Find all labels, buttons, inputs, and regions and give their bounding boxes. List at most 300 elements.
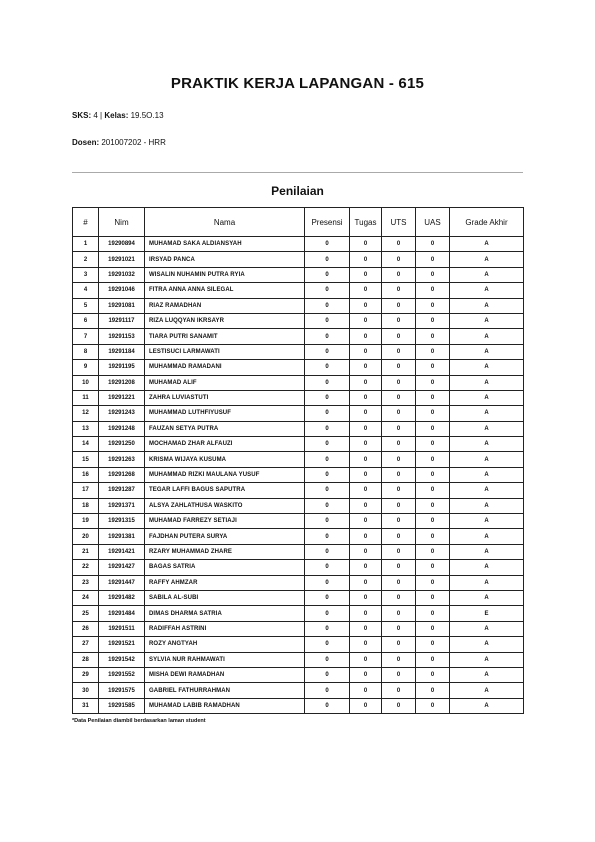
lecturer-info	[72, 138, 166, 147]
header-nama: Nama	[145, 208, 305, 237]
uts-cell: 0	[382, 313, 416, 328]
footnote: *Data Penilaian diambil berdasarkan laman student	[72, 718, 206, 724]
grades-table	[72, 207, 524, 714]
header-tugas: Tugas	[350, 208, 382, 237]
uas-cell: 0	[416, 514, 450, 529]
grade-akhir-cell: A	[450, 237, 524, 252]
uas-cell: 0	[416, 329, 450, 344]
header-presensi: Presensi	[305, 208, 350, 237]
uas-cell: 0	[416, 652, 450, 667]
uas-cell: 0	[416, 313, 450, 328]
uas-cell: 0	[416, 544, 450, 559]
tugas-cell: 0	[350, 498, 382, 513]
table-row	[73, 606, 524, 621]
grade-akhir-cell: A	[450, 329, 524, 344]
row-number-cell: 3	[73, 267, 99, 282]
presensi-cell: 0	[305, 375, 350, 390]
table-row	[73, 467, 524, 482]
tugas-cell: 0	[350, 267, 382, 282]
presensi-cell: 0	[305, 621, 350, 636]
uts-cell: 0	[382, 375, 416, 390]
table-row	[73, 313, 524, 328]
presensi-cell: 0	[305, 637, 350, 652]
grade-akhir-cell: A	[450, 360, 524, 375]
nama-cell: WISALIN NUHAMIN PUTRA RYIA	[145, 267, 305, 282]
tugas-cell: 0	[350, 390, 382, 405]
row-number-cell: 31	[73, 698, 99, 713]
row-number-cell: 10	[73, 375, 99, 390]
uas-cell: 0	[416, 575, 450, 590]
table-row	[73, 360, 524, 375]
presensi-cell: 0	[305, 698, 350, 713]
uas-cell: 0	[416, 621, 450, 636]
uts-cell: 0	[382, 344, 416, 359]
nim-cell: 19291195	[99, 360, 145, 375]
tugas-cell: 0	[350, 667, 382, 682]
row-number-cell: 24	[73, 590, 99, 605]
tugas-cell: 0	[350, 283, 382, 298]
uts-cell: 0	[382, 683, 416, 698]
tugas-cell: 0	[350, 313, 382, 328]
table-row	[73, 237, 524, 252]
uas-cell: 0	[416, 298, 450, 313]
table-row	[73, 667, 524, 682]
grade-akhir-cell: A	[450, 437, 524, 452]
nama-cell: TIARA PUTRI SANAMIT	[145, 329, 305, 344]
row-number-cell: 25	[73, 606, 99, 621]
uts-cell: 0	[382, 421, 416, 436]
row-number-cell: 2	[73, 252, 99, 267]
table-row	[73, 575, 524, 590]
uts-cell: 0	[382, 498, 416, 513]
kelas-value: 19.5O.13	[130, 111, 164, 120]
nim-cell: 19291552	[99, 667, 145, 682]
row-number-cell: 1	[73, 237, 99, 252]
row-number-cell: 30	[73, 683, 99, 698]
table-row	[73, 283, 524, 298]
nama-cell: MOCHAMAD ZHAR ALFAUZI	[145, 437, 305, 452]
section-title: Penilaian	[271, 184, 324, 198]
header-grade-akhir: Grade Akhir	[450, 208, 524, 237]
page-title: PRAKTIK KERJA LAPANGAN - 615	[170, 75, 425, 92]
row-number-cell: 11	[73, 390, 99, 405]
uas-cell: 0	[416, 360, 450, 375]
nama-cell: RIAZ RAMADHAN	[145, 298, 305, 313]
row-number-cell: 18	[73, 498, 99, 513]
nama-cell: FAJDHAN PUTERA SURYA	[145, 529, 305, 544]
table-row	[73, 437, 524, 452]
nama-cell: MUHAMAD FARREZY SETIAJI	[145, 514, 305, 529]
grade-akhir-cell: A	[450, 313, 524, 328]
uts-cell: 0	[382, 667, 416, 682]
presensi-cell: 0	[305, 452, 350, 467]
nama-cell: MUHAMMAD RIZKI MAULANA YUSUF	[145, 467, 305, 482]
nama-cell: MISHA DEWI RAMADHAN	[145, 667, 305, 682]
table-row	[73, 329, 524, 344]
header-uts: UTS	[382, 208, 416, 237]
uts-cell: 0	[382, 252, 416, 267]
nim-cell: 19291081	[99, 298, 145, 313]
row-number-cell: 23	[73, 575, 99, 590]
presensi-cell: 0	[305, 544, 350, 559]
tugas-cell: 0	[350, 360, 382, 375]
presensi-cell: 0	[305, 313, 350, 328]
nim-cell: 19291511	[99, 621, 145, 636]
nama-cell: KRISMA WIJAYA KUSUMA	[145, 452, 305, 467]
row-number-cell: 27	[73, 637, 99, 652]
grade-akhir-cell: A	[450, 698, 524, 713]
row-number-cell: 29	[73, 667, 99, 682]
presensi-cell: 0	[305, 683, 350, 698]
uts-cell: 0	[382, 606, 416, 621]
nim-cell: 19291427	[99, 560, 145, 575]
uts-cell: 0	[382, 544, 416, 559]
grade-akhir-cell: A	[450, 498, 524, 513]
grade-akhir-cell: A	[450, 529, 524, 544]
nama-cell: RZARY MUHAMMAD ZHARE	[145, 544, 305, 559]
row-number-cell: 15	[73, 452, 99, 467]
nama-cell: BAGAS SATRIA	[145, 560, 305, 575]
table-row	[73, 514, 524, 529]
row-number-cell: 6	[73, 313, 99, 328]
tugas-cell: 0	[350, 467, 382, 482]
nim-cell: 19291117	[99, 313, 145, 328]
uts-cell: 0	[382, 575, 416, 590]
row-number-cell: 8	[73, 344, 99, 359]
dosen-value: 201007202 - HRR	[101, 138, 166, 147]
uas-cell: 0	[416, 252, 450, 267]
uts-cell: 0	[382, 360, 416, 375]
presensi-cell: 0	[305, 406, 350, 421]
nim-cell: 19291447	[99, 575, 145, 590]
nim-cell: 19291268	[99, 467, 145, 482]
uts-cell: 0	[382, 652, 416, 667]
nama-cell: MUHAMAD ALIF	[145, 375, 305, 390]
uts-cell: 0	[382, 514, 416, 529]
presensi-cell: 0	[305, 421, 350, 436]
row-number-cell: 21	[73, 544, 99, 559]
grade-akhir-cell: A	[450, 467, 524, 482]
uas-cell: 0	[416, 375, 450, 390]
tugas-cell: 0	[350, 421, 382, 436]
uts-cell: 0	[382, 267, 416, 282]
grade-akhir-cell: A	[450, 452, 524, 467]
nim-cell: 19291221	[99, 390, 145, 405]
uts-cell: 0	[382, 590, 416, 605]
uas-cell: 0	[416, 437, 450, 452]
uts-cell: 0	[382, 452, 416, 467]
tugas-cell: 0	[350, 452, 382, 467]
tugas-cell: 0	[350, 544, 382, 559]
presensi-cell: 0	[305, 298, 350, 313]
uas-cell: 0	[416, 683, 450, 698]
uas-cell: 0	[416, 267, 450, 282]
tugas-cell: 0	[350, 698, 382, 713]
row-number-cell: 17	[73, 483, 99, 498]
table-row	[73, 621, 524, 636]
uts-cell: 0	[382, 529, 416, 544]
uts-cell: 0	[382, 637, 416, 652]
presensi-cell: 0	[305, 344, 350, 359]
uas-cell: 0	[416, 560, 450, 575]
table-row	[73, 652, 524, 667]
uas-cell: 0	[416, 390, 450, 405]
course-info	[72, 111, 164, 120]
grade-akhir-cell: A	[450, 252, 524, 267]
row-number-cell: 14	[73, 437, 99, 452]
nim-cell: 19291248	[99, 421, 145, 436]
uas-cell: 0	[416, 590, 450, 605]
row-number-cell: 9	[73, 360, 99, 375]
dosen-label: Dosen:	[72, 138, 100, 147]
row-number-cell: 4	[73, 283, 99, 298]
uas-cell: 0	[416, 529, 450, 544]
presensi-cell: 0	[305, 483, 350, 498]
nim-cell: 19291021	[99, 252, 145, 267]
uas-cell: 0	[416, 467, 450, 482]
table-row	[73, 544, 524, 559]
nama-cell: FAUZAN SETYA PUTRA	[145, 421, 305, 436]
nama-cell: MUHAMAD LABIB RAMADHAN	[145, 698, 305, 713]
grade-akhir-cell: A	[450, 267, 524, 282]
nama-cell: GABRIEL FATHURRAHMAN	[145, 683, 305, 698]
row-number-cell: 28	[73, 652, 99, 667]
grade-akhir-cell: A	[450, 483, 524, 498]
nim-cell: 19291482	[99, 590, 145, 605]
grade-akhir-cell: A	[450, 298, 524, 313]
nim-cell: 19291208	[99, 375, 145, 390]
nim-cell: 19291381	[99, 529, 145, 544]
row-number-cell: 26	[73, 621, 99, 636]
grade-akhir-cell: A	[450, 621, 524, 636]
uts-cell: 0	[382, 483, 416, 498]
row-number-cell: 20	[73, 529, 99, 544]
nama-cell: ZAHRA LUVIASTUTI	[145, 390, 305, 405]
table-row	[73, 344, 524, 359]
table-row	[73, 375, 524, 390]
nim-cell: 19291263	[99, 452, 145, 467]
presensi-cell: 0	[305, 437, 350, 452]
table-row	[73, 298, 524, 313]
sks-value: 4	[93, 111, 98, 120]
tugas-cell: 0	[350, 483, 382, 498]
tugas-cell: 0	[350, 344, 382, 359]
sks-label: SKS:	[72, 111, 92, 120]
grade-akhir-cell: A	[450, 544, 524, 559]
header-nim: Nim	[99, 208, 145, 237]
nama-cell: LESTISUCI LARMAWATI	[145, 344, 305, 359]
row-number-cell: 7	[73, 329, 99, 344]
nama-cell: RADIFFAH ASTRINI	[145, 621, 305, 636]
nim-cell: 19291046	[99, 283, 145, 298]
table-row	[73, 498, 524, 513]
presensi-cell: 0	[305, 360, 350, 375]
uts-cell: 0	[382, 621, 416, 636]
nim-cell: 19291421	[99, 544, 145, 559]
grade-akhir-cell: A	[450, 575, 524, 590]
table-row	[73, 406, 524, 421]
table-row	[73, 390, 524, 405]
uas-cell: 0	[416, 483, 450, 498]
presensi-cell: 0	[305, 498, 350, 513]
table-row	[73, 683, 524, 698]
uas-cell: 0	[416, 283, 450, 298]
nim-cell: 19291315	[99, 514, 145, 529]
grade-akhir-cell: A	[450, 421, 524, 436]
nim-cell: 19291184	[99, 344, 145, 359]
uas-cell: 0	[416, 344, 450, 359]
row-number-cell: 5	[73, 298, 99, 313]
uts-cell: 0	[382, 390, 416, 405]
table-row	[73, 529, 524, 544]
uas-cell: 0	[416, 606, 450, 621]
grade-akhir-cell: A	[450, 667, 524, 682]
table-row	[73, 252, 524, 267]
table-header-row	[73, 208, 524, 237]
nim-cell: 19291032	[99, 267, 145, 282]
uas-cell: 0	[416, 667, 450, 682]
row-number-cell: 13	[73, 421, 99, 436]
presensi-cell: 0	[305, 237, 350, 252]
header-number: #	[73, 208, 99, 237]
presensi-cell: 0	[305, 606, 350, 621]
nim-cell: 19291287	[99, 483, 145, 498]
tugas-cell: 0	[350, 575, 382, 590]
presensi-cell: 0	[305, 667, 350, 682]
presensi-cell: 0	[305, 652, 350, 667]
tugas-cell: 0	[350, 406, 382, 421]
uas-cell: 0	[416, 237, 450, 252]
grade-akhir-cell: A	[450, 390, 524, 405]
uts-cell: 0	[382, 406, 416, 421]
nim-cell: 19291521	[99, 637, 145, 652]
presensi-cell: 0	[305, 267, 350, 282]
nama-cell: ROZY ANGTYAH	[145, 637, 305, 652]
grade-akhir-cell: E	[450, 606, 524, 621]
tugas-cell: 0	[350, 252, 382, 267]
nim-cell: 19290894	[99, 237, 145, 252]
header-uas: UAS	[416, 208, 450, 237]
uts-cell: 0	[382, 560, 416, 575]
table-row	[73, 421, 524, 436]
row-number-cell: 12	[73, 406, 99, 421]
presensi-cell: 0	[305, 529, 350, 544]
divider	[72, 172, 523, 173]
nim-cell: 19291371	[99, 498, 145, 513]
table-row	[73, 452, 524, 467]
tugas-cell: 0	[350, 652, 382, 667]
nim-cell: 19291250	[99, 437, 145, 452]
table-row	[73, 590, 524, 605]
uas-cell: 0	[416, 637, 450, 652]
presensi-cell: 0	[305, 575, 350, 590]
uts-cell: 0	[382, 467, 416, 482]
grade-akhir-cell: A	[450, 375, 524, 390]
nama-cell: MUHAMMAD LUTHFIYUSUF	[145, 406, 305, 421]
tugas-cell: 0	[350, 560, 382, 575]
table-row	[73, 698, 524, 713]
grade-akhir-cell: A	[450, 514, 524, 529]
uas-cell: 0	[416, 406, 450, 421]
nama-cell: SABILA AL-SUBI	[145, 590, 305, 605]
presensi-cell: 0	[305, 252, 350, 267]
nim-cell: 19291542	[99, 652, 145, 667]
uts-cell: 0	[382, 298, 416, 313]
table-row	[73, 637, 524, 652]
nama-cell: TEGAR LAFFI BAGUS SAPUTRA	[145, 483, 305, 498]
presensi-cell: 0	[305, 390, 350, 405]
tugas-cell: 0	[350, 637, 382, 652]
uas-cell: 0	[416, 698, 450, 713]
uts-cell: 0	[382, 283, 416, 298]
uts-cell: 0	[382, 437, 416, 452]
grade-akhir-cell: A	[450, 406, 524, 421]
grade-akhir-cell: A	[450, 590, 524, 605]
grade-akhir-cell: A	[450, 283, 524, 298]
presensi-cell: 0	[305, 590, 350, 605]
uts-cell: 0	[382, 698, 416, 713]
tugas-cell: 0	[350, 437, 382, 452]
tugas-cell: 0	[350, 298, 382, 313]
table-row	[73, 483, 524, 498]
separator: |	[100, 111, 103, 120]
nama-cell: DIMAS DHARMA SATRIA	[145, 606, 305, 621]
tugas-cell: 0	[350, 237, 382, 252]
nama-cell: SYLVIA NUR RAHMAWATI	[145, 652, 305, 667]
tugas-cell: 0	[350, 329, 382, 344]
table-row	[73, 267, 524, 282]
tugas-cell: 0	[350, 606, 382, 621]
presensi-cell: 0	[305, 329, 350, 344]
grade-akhir-cell: A	[450, 683, 524, 698]
nama-cell: RAFFY AHMZAR	[145, 575, 305, 590]
row-number-cell: 22	[73, 560, 99, 575]
presensi-cell: 0	[305, 560, 350, 575]
uas-cell: 0	[416, 452, 450, 467]
grade-akhir-cell: A	[450, 344, 524, 359]
nim-cell: 19291585	[99, 698, 145, 713]
tugas-cell: 0	[350, 529, 382, 544]
uas-cell: 0	[416, 498, 450, 513]
grade-akhir-cell: A	[450, 560, 524, 575]
nama-cell: FITRA ANNA ANNA SILEGAL	[145, 283, 305, 298]
presensi-cell: 0	[305, 467, 350, 482]
grade-akhir-cell: A	[450, 652, 524, 667]
nama-cell: ALSYA ZAHLATHUSA WASKITO	[145, 498, 305, 513]
nim-cell: 19291243	[99, 406, 145, 421]
uts-cell: 0	[382, 329, 416, 344]
nama-cell: RIZA LUQQYAN IKRSAYR	[145, 313, 305, 328]
uas-cell: 0	[416, 421, 450, 436]
tugas-cell: 0	[350, 590, 382, 605]
kelas-label: Kelas:	[104, 111, 129, 120]
tugas-cell: 0	[350, 514, 382, 529]
row-number-cell: 16	[73, 467, 99, 482]
tugas-cell: 0	[350, 621, 382, 636]
uts-cell: 0	[382, 237, 416, 252]
presensi-cell: 0	[305, 283, 350, 298]
nim-cell: 19291484	[99, 606, 145, 621]
nama-cell: MUHAMAD SAKA ALDIANSYAH	[145, 237, 305, 252]
nama-cell: MUHAMMAD RAMADANI	[145, 360, 305, 375]
presensi-cell: 0	[305, 514, 350, 529]
nim-cell: 19291575	[99, 683, 145, 698]
tugas-cell: 0	[350, 375, 382, 390]
table-row	[73, 560, 524, 575]
nim-cell: 19291153	[99, 329, 145, 344]
row-number-cell: 19	[73, 514, 99, 529]
nama-cell: IRSYAD PANCA	[145, 252, 305, 267]
